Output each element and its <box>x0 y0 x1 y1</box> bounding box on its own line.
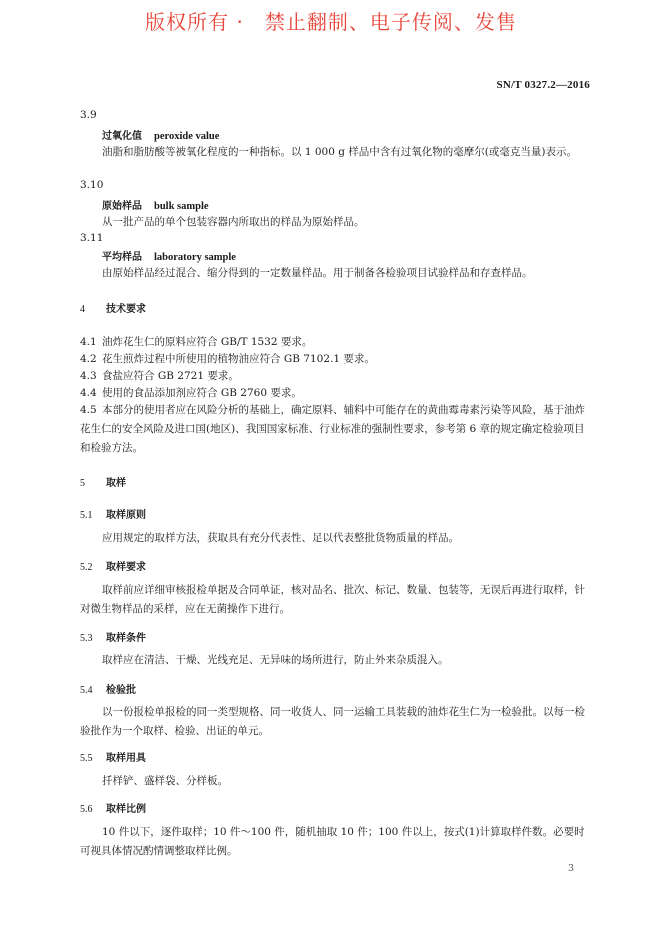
subsection-heading: 5.1 取样原则 <box>80 510 146 521</box>
def-term-en: peroxide value <box>154 131 220 142</box>
section-heading: 5 取样 <box>80 478 126 489</box>
subsection-heading: 5.2 取样要求 <box>80 562 146 573</box>
subsection-text: 扦样铲、盛样袋、分样板。 <box>102 775 228 787</box>
subsection-text: 应用规定的取样方法，获取具有充分代表性、足以代表整批货物质量的样品。 <box>102 532 459 544</box>
clause: 4.1 油炸花生仁的原料应符合 GB/T 1532 要求。 <box>80 336 313 348</box>
def-text: 由原始样品经过混合、缩分得到的一定数量样品。用于制备各检验项目试验样品和存查样品。 <box>102 267 533 279</box>
clause: 4.2 花生煎炸过程中所使用的植物油应符合 GB 7102.1 要求。 <box>80 353 375 365</box>
subsection-heading: 5.5 取样用具 <box>80 753 146 764</box>
page-number: 3 <box>567 863 574 874</box>
clause: 4.3 食盐应符合 GB 2721 要求。 <box>80 370 239 382</box>
def-number: 3.10 <box>80 179 104 191</box>
def-term-en: bulk sample <box>154 201 209 212</box>
section-heading: 4 技术要求 <box>80 304 146 315</box>
copyright-watermark: 版权所有 · 禁止翻制、电子传阅、发售 <box>145 10 517 34</box>
standard-code: SN/T 0327.2—2016 <box>496 79 590 91</box>
def-term: 过氧化值 peroxide value <box>102 131 220 142</box>
subsection-text: 取样前应详细审核报检单据及合同单证，核对品名、批次、标记、数量、包装等，无误后再进行取样，针对微生物样品的采样，应在无菌操作下进行。 <box>80 584 585 615</box>
subsection-text: 以一份报检单报检的同一类型规格、同一收货人、同一运输工具装载的油炸花生仁为一检验批。以每一检验批作为一个取样、检验、出证的单元。 <box>80 706 585 737</box>
def-number: 3.9 <box>80 109 97 121</box>
def-term: 平均样品 laboratory sample <box>102 252 236 263</box>
subsection-heading: 5.4 检验批 <box>80 685 136 696</box>
def-text: 从一批产品的单个包装容器内所取出的样品为原始样品。 <box>102 216 365 228</box>
clause: 4.4 使用的食品添加剂应符合 GB 2760 要求。 <box>80 387 302 399</box>
def-text: 油脂和脂肪酸等被氧化程度的一种指标。以 1 000 g 样品中含有过氧化物的毫摩尔(或毫克当量)表示。 <box>102 146 577 158</box>
def-term-en: laboratory sample <box>154 252 236 263</box>
subsection-text: 取样应在清洁、干燥、光线充足、无异味的场所进行，防止外来杂质混入。 <box>102 654 449 666</box>
clause: 4.5 本部分的使用者应在风险分析的基础上，确定原料、辅料中可能存在的黄曲霉毒素污染等风险，基于油炸花生仁的安全风险及进口国(地区)、我国国家标准、行业标准的强制性要求，参考第 6 章的规定确定检验项目和检验方法。 <box>80 404 585 454</box>
subsection-heading: 5.3 取样条件 <box>80 633 146 644</box>
def-term: 原始样品 bulk sample <box>102 201 209 212</box>
subsection-heading: 5.6 取样比例 <box>80 804 146 815</box>
def-number: 3.11 <box>80 232 104 244</box>
subsection-text: 10 件以下，逐件取样；10 件～100 件，随机抽取 10 件；100 件以上，按式(1)计算取样件数。必要时可视具体情况酌情调整取样比例。 <box>80 826 585 857</box>
